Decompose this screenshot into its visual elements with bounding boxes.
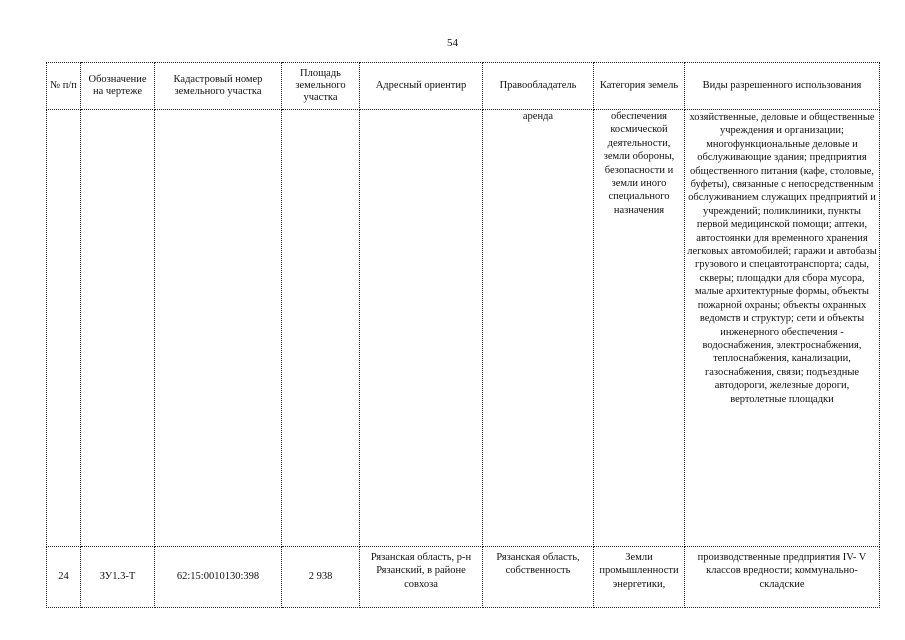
cell-rights-holder: Рязанская область, собственность [483,547,594,608]
cell-rights-holder: аренда [483,110,594,547]
cell-permitted-use: хозяйственные, деловые и общественные учреждения и организации; многофункциональные деловые и обслуживающие здания; предприятия общественного питания (кафе, столовые, буфеты), связанные с непосредственным обслуживанием служащих предприятий и учреждений; поликлиники, пункты первой медицинской помощи; аптеки, автостоянки для временного хранения легковых автомобилей; гаражи и автобазы грузового и спецавтотранспорта; сады, скверы; площадки для сбора мусора, малые архитектурные формы, объекты пожарной охраны; объекты охранных ведомств и структур; сети и объекты инженерного обеспечения - водоснабжения, электроснабжения, теплоснабжения, канализации, газоснабжения, связи; подъездные автодороги, железные дороги, вертолетные площадки [685,110,880,547]
header-designation: Обозначение на чертеже [81,63,155,110]
header-land-category: Категория земель [594,63,685,110]
land-plots-table [46,62,880,608]
cell-number: 24 [47,547,81,608]
cell-designation [81,110,155,547]
header-permitted-use: Виды разрешенного использования [685,63,880,110]
page-number: 54 [447,37,458,49]
cell-land-category: Земли промышленности энергетики, [594,547,685,608]
header-rights-holder: Правообладатель [483,63,594,110]
table-row [47,547,880,608]
cell-area [282,110,360,547]
cell-area: 2 938 [282,547,360,608]
header-cadastral-number: Кадастровый номер земельного участка [155,63,282,110]
header-address: Адресный ориентир [360,63,483,110]
cell-cadastral-number [155,110,282,547]
cell-address [360,110,483,547]
cell-cadastral-number: 62:15:0010130:398 [155,547,282,608]
cell-permitted-use: производственные предприятия IV- V классов вредности; коммунально-складские [685,547,880,608]
header-number: № п/п [47,63,81,110]
cell-number [47,110,81,547]
cell-designation: ЗУ1.3-Т [81,547,155,608]
cell-land-category: обеспечения космической деятельности, земли обороны, безопасности и земли иного специального назначения [594,110,685,547]
table-row [47,110,880,547]
header-area: Площадь земельного участка [282,63,360,110]
cell-address: Рязанская область, р-н Рязанский, в районе совхоза [360,547,483,608]
table-header-row [47,63,880,110]
